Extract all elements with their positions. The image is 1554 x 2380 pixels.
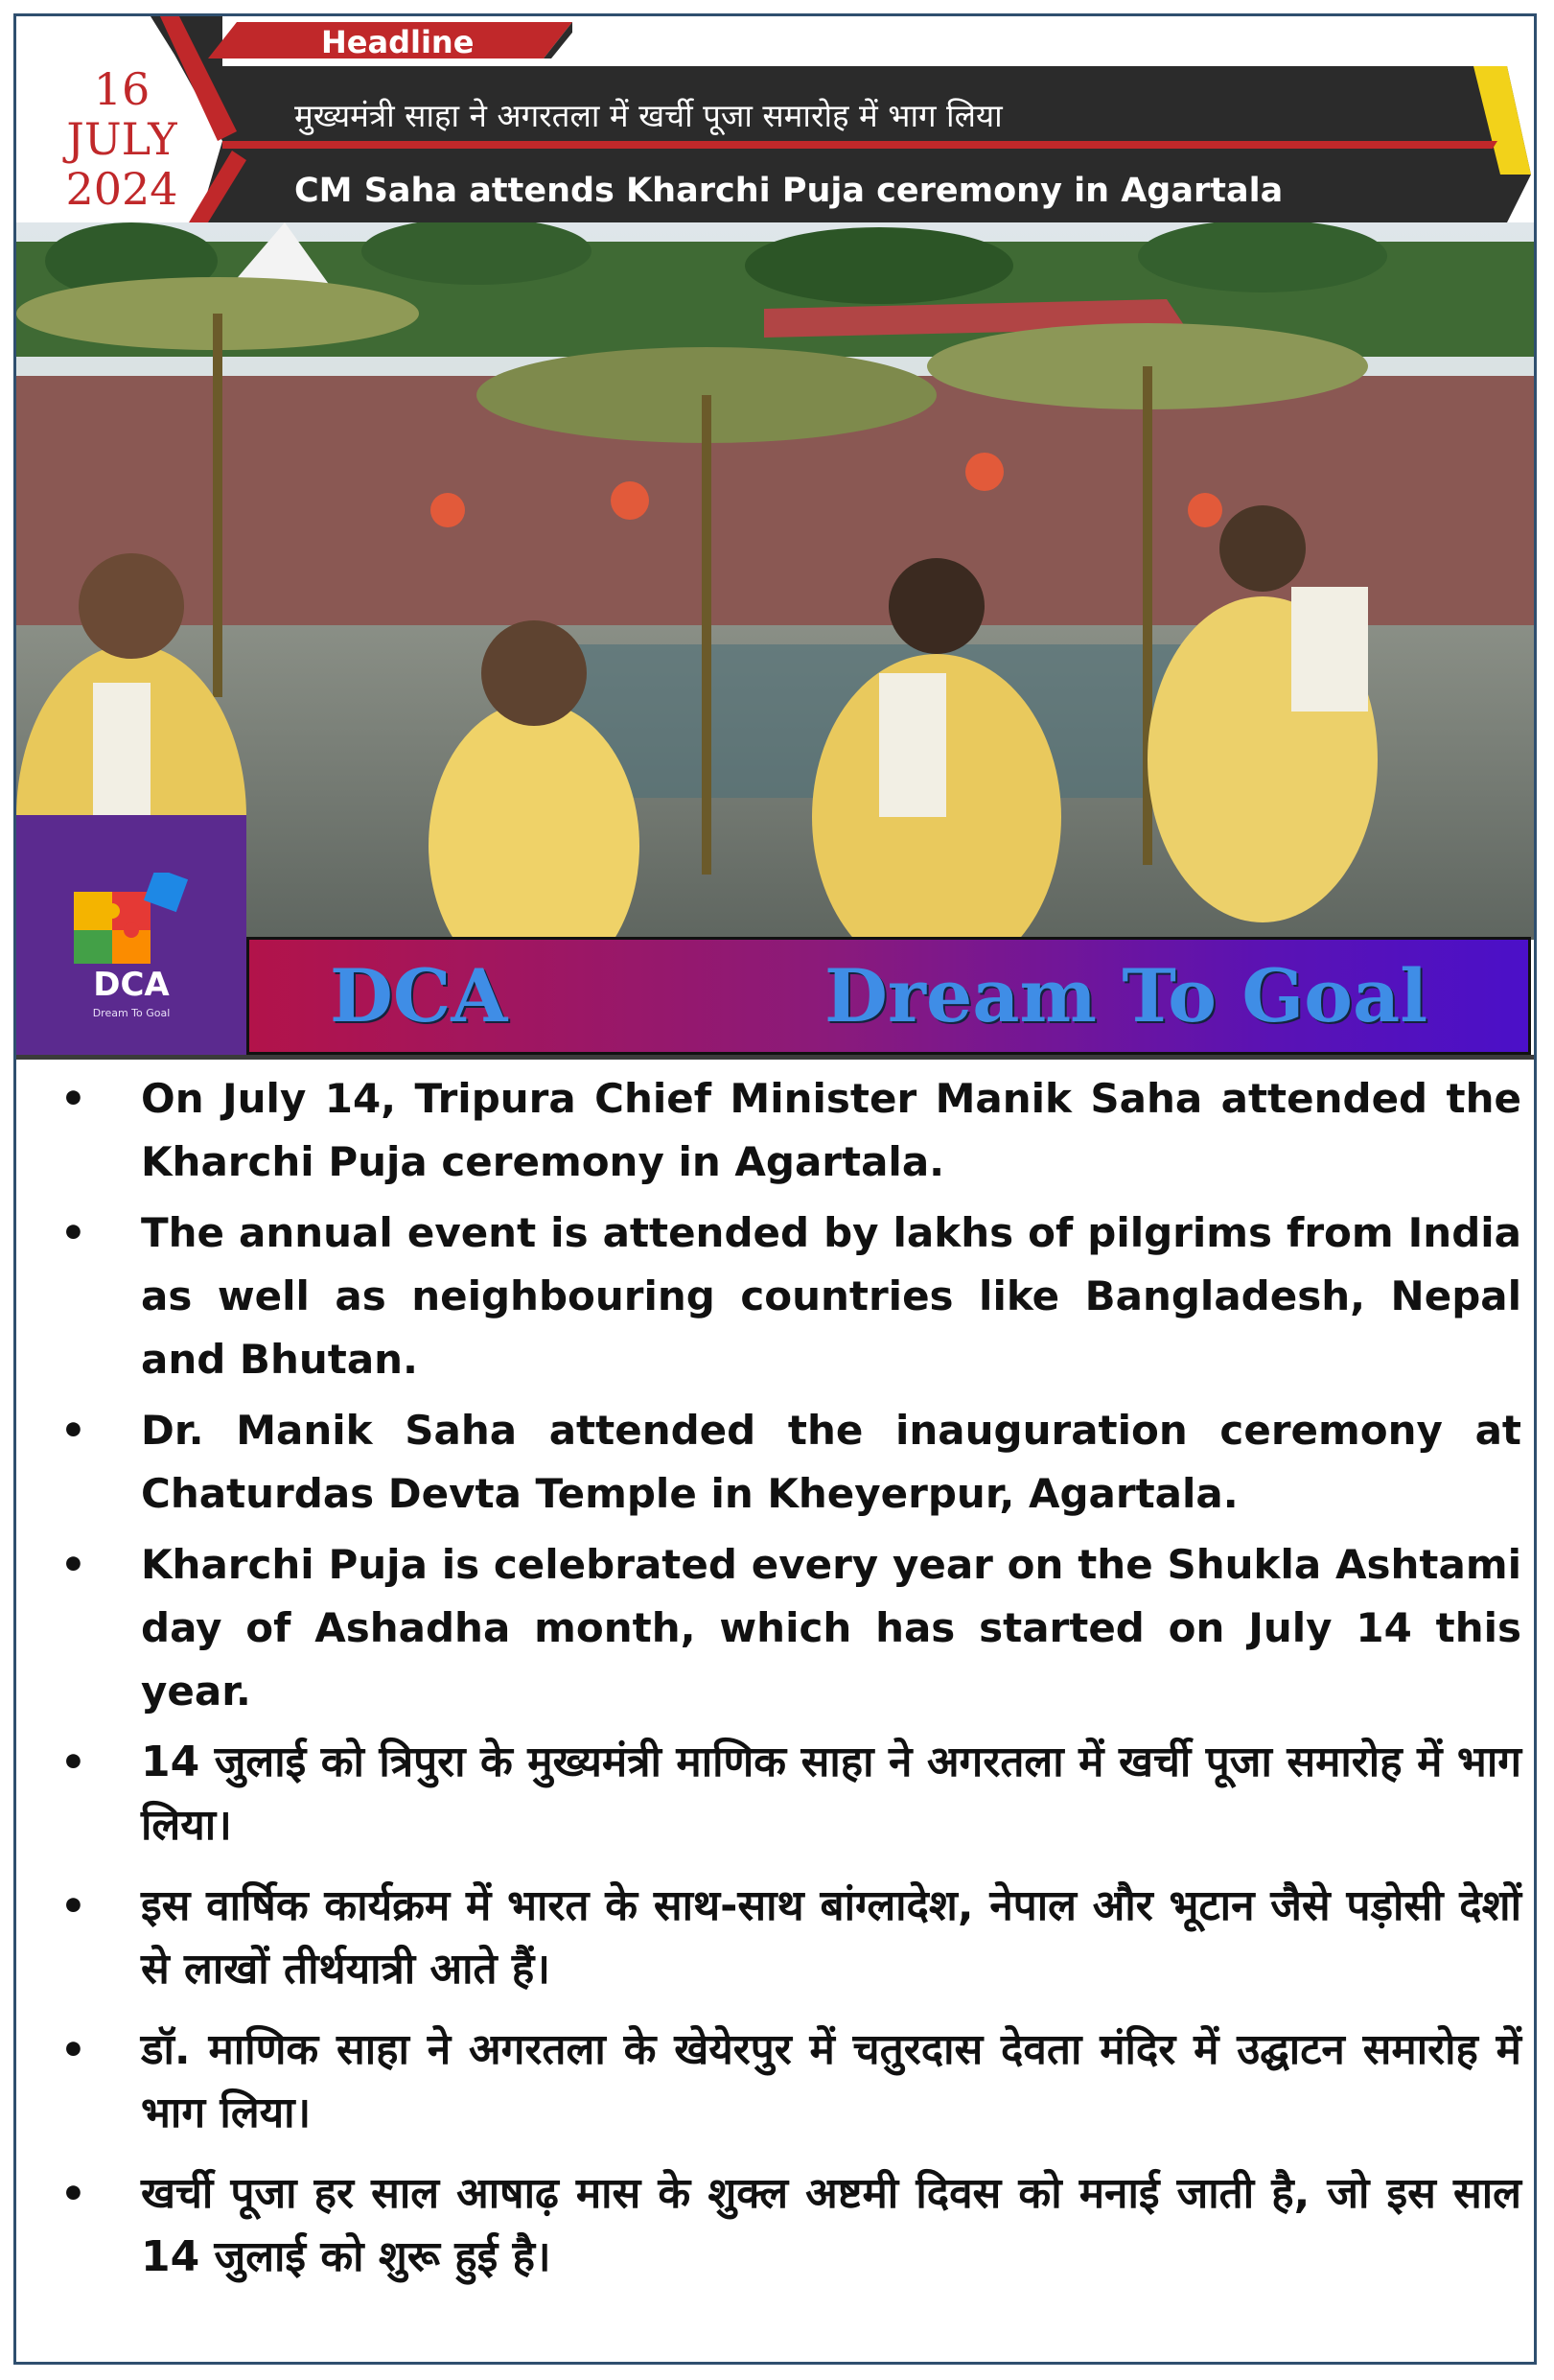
dca-logo-box [16, 815, 246, 1055]
divider [16, 1055, 1534, 1060]
brand-band-left: DCA [330, 953, 508, 1038]
bullet-text: 14 जुलाई को त्रिपुरा के मुख्यमंत्री माणिक साहा ने अगरतला में खर्ची पूजा समारोह में भाग लिया। [141, 1738, 1521, 1850]
date-year: 2024 [65, 163, 178, 215]
list-item: • On July 14, Tripura Chief Minister Manik Saha attended the Kharchi Puja ceremony in Agartala. [60, 1075, 1521, 1185]
headline-english: CM Saha attends Kharchi Puja ceremony in Agartala [294, 172, 1284, 210]
logo-text: DCA [93, 966, 170, 1004]
page-frame [13, 13, 1537, 2365]
list-item: • Kharchi Puja is celebrated every year on the Shukla Ashtami day of Ashadha month, which has started on July 14 this year. [60, 1541, 1521, 1715]
list-item: • खर्ची पूजा हर साल आषाढ़ मास के शुक्ल अष्टमी दिवस को मनाई जाती है, जो इस साल 14 जुलाई को शुरू हुई है। [60, 2169, 1521, 2281]
list-item: • डॉ. माणिक साहा ने अगरतला के खेयेरपुर में चतुरदास देवता मंदिर में उद्घाटन समारोह में भाग लिया। [60, 2025, 1521, 2137]
date-block [35, 64, 208, 214]
headline-tab [208, 22, 572, 58]
bullet-text: Kharchi Puja is celebrated every year on the Shukla Ashtami day of Ashadha month, which has started on July 14 this year. [141, 1541, 1521, 1715]
bullet-text: इस वार्षिक कार्यक्रम में भारत के साथ-साथ बांग्लादेश, नेपाल और भूटान जैसे पड़ोसी देशों से लाखों तीर्थयात्री आते हैं। [141, 1881, 1521, 1994]
list-item: • 14 जुलाई को त्रिपुरा के मुख्यमंत्री माणिक साहा ने अगरतला में खर्ची पूजा समारोह में भाग लिया। [60, 1738, 1521, 1850]
brand-band [246, 937, 1531, 1055]
bullet-list [45, 1067, 1521, 2306]
bullet-text: Dr. Manik Saha attended the inauguration ceremony at Chaturdas Devta Temple in Kheyerpur, Agartala. [141, 1407, 1521, 1517]
bullet-text: On July 14, Tripura Chief Minister Manik Saha attended the Kharchi Puja ceremony in Agartala. [141, 1075, 1521, 1185]
headline-tab-label: Headline [321, 24, 475, 60]
list-item: • Dr. Manik Saha attended the inauguration ceremony at Chaturdas Devta Temple in Kheyerpur, Agartala. [60, 1407, 1521, 1517]
headline-hindi: मुख्यमंत्री साहा ने अगरतला में खर्ची पूजा समारोह में भाग लिया [294, 97, 1003, 134]
list-item: • इस वार्षिक कार्यक्रम में भारत के साथ-साथ बांग्लादेश, नेपाल और भूटान जैसे पड़ोसी देशों से लाखों तीर्थयात्री आते हैं। [60, 1881, 1521, 1994]
header-band [16, 16, 1534, 222]
bullet-text: The annual event is attended by lakhs of pilgrims from India as well as neighbouring countries like Bangladesh, Nepal and Bhutan. [141, 1209, 1521, 1383]
bullet-text: खर्ची पूजा हर साल आषाढ़ मास के शुक्ल अष्टमी दिवस को मनाई जाती है, जो इस साल 14 जुलाई को शुरू हुई है। [141, 2169, 1521, 2281]
date-month: JULY [66, 113, 177, 165]
list-item: • The annual event is attended by lakhs of pilgrims from India as well as neighbouring countries like Bangladesh, Nepal and Bhutan. [60, 1209, 1521, 1383]
bullet-text: डॉ. माणिक साहा ने अगरतला के खेयेरपुर में चतुरदास देवता मंदिर में उद्घाटन समारोह में भाग लिया। [141, 2025, 1521, 2137]
logo-tagline: Dream To Goal [92, 1007, 171, 1019]
puzzle-logo-icon [74, 873, 189, 964]
brand-band-right: Dream To Goal [824, 953, 1428, 1038]
date-day: 16 [93, 63, 151, 115]
